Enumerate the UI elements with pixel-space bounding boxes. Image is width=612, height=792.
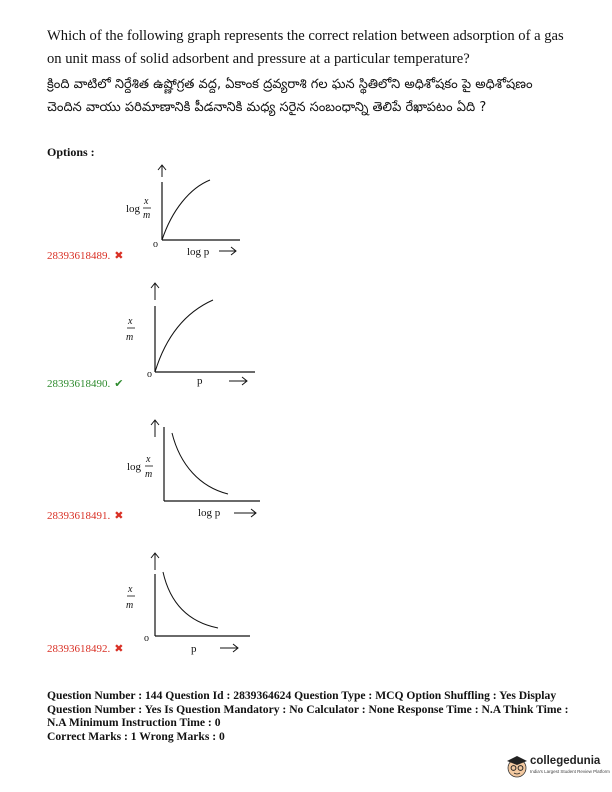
option-2-ylabel-num: x — [128, 316, 133, 327]
option-4-id-text: 28393618492. — [47, 643, 111, 655]
option-3-ylabel-den: m — [145, 469, 153, 480]
meta-line-3: N.A Minimum Instruction Time : 0 — [47, 716, 221, 729]
option-1-graph — [110, 160, 250, 270]
option-4-ylabel-den: m — [126, 600, 134, 611]
question-text-english: Which of the following graph represents the correct relation between adsorption of a gas on unit mass of solid adsorbent and pressure at a particular temperature? — [47, 28, 564, 67]
option-2-xlabel: p — [197, 375, 203, 387]
wrong-mark-icon: ✖ — [114, 642, 124, 655]
option-4-id[interactable] — [47, 642, 123, 655]
option-4-graph — [110, 548, 260, 658]
option-2-id-text: 28393618490. — [47, 378, 111, 390]
option-1-ylabel-num: x — [144, 196, 149, 207]
option-2-id[interactable] — [47, 377, 123, 390]
wrong-mark-icon: ✖ — [114, 509, 124, 522]
option-3-ylabel-prefix: log — [127, 461, 142, 473]
option-3-xlabel: log p — [198, 507, 221, 519]
option-3-ylabel-num: x — [146, 454, 151, 465]
correct-check-icon: ✔ — [114, 377, 124, 390]
option-1-id-text: 28393618489. — [47, 250, 111, 262]
option-3-id-text: 28393618491. — [47, 510, 111, 522]
logo-tagline: India's Largest Student Review Platform — [530, 769, 610, 774]
logo-name: collegedunia — [530, 755, 601, 767]
collegedunia-logo[interactable] — [505, 752, 610, 784]
option-1-id[interactable] — [47, 249, 123, 262]
option-2-graph — [110, 278, 260, 388]
question-metadata — [47, 689, 577, 743]
option-1-xlabel: log p — [187, 246, 210, 258]
option-3-id[interactable] — [47, 509, 123, 522]
mascot-icon — [505, 752, 529, 782]
meta-line-2: Question Number : Yes Is Question Mandatory : No Calculator : None Response Time : N.A Think Time : — [47, 702, 569, 716]
option-1-ylabel-prefix: log — [126, 203, 141, 215]
option-3-graph — [110, 415, 270, 530]
meta-line-1: Question Number : 144 Question Id : 2839364624 Question Type : MCQ Option Shuffling : Yes Display — [47, 689, 557, 702]
options-label: Options : — [47, 145, 95, 159]
meta-line-4: Correct Marks : 1 Wrong Marks : 0 — [47, 729, 225, 743]
option-4-xlabel: p — [191, 643, 197, 655]
option-2-origin: o — [147, 369, 152, 380]
option-2-ylabel-den: m — [126, 332, 134, 343]
option-4-origin: o — [144, 633, 149, 644]
wrong-mark-icon: ✖ — [114, 249, 124, 262]
option-4-ylabel-num: x — [128, 584, 133, 595]
question-text-telugu: క్రింది వాటిలో నిర్దేశిత ఉష్ణోగ్రత వద్ద, ఏకాంక ద్రవ్యరాశి గల ఘన స్థితిలోని అధిశోషకం పై అధిశోషణం చెందిన వాయు పరిమాణానికి పీడనానికి మధ్య సరైన సంబంధాన్ని తెలిపే రేఖాపటం ఏది ? — [47, 77, 533, 115]
option-1-origin: o — [153, 239, 158, 250]
option-1-ylabel-den: m — [143, 210, 151, 221]
